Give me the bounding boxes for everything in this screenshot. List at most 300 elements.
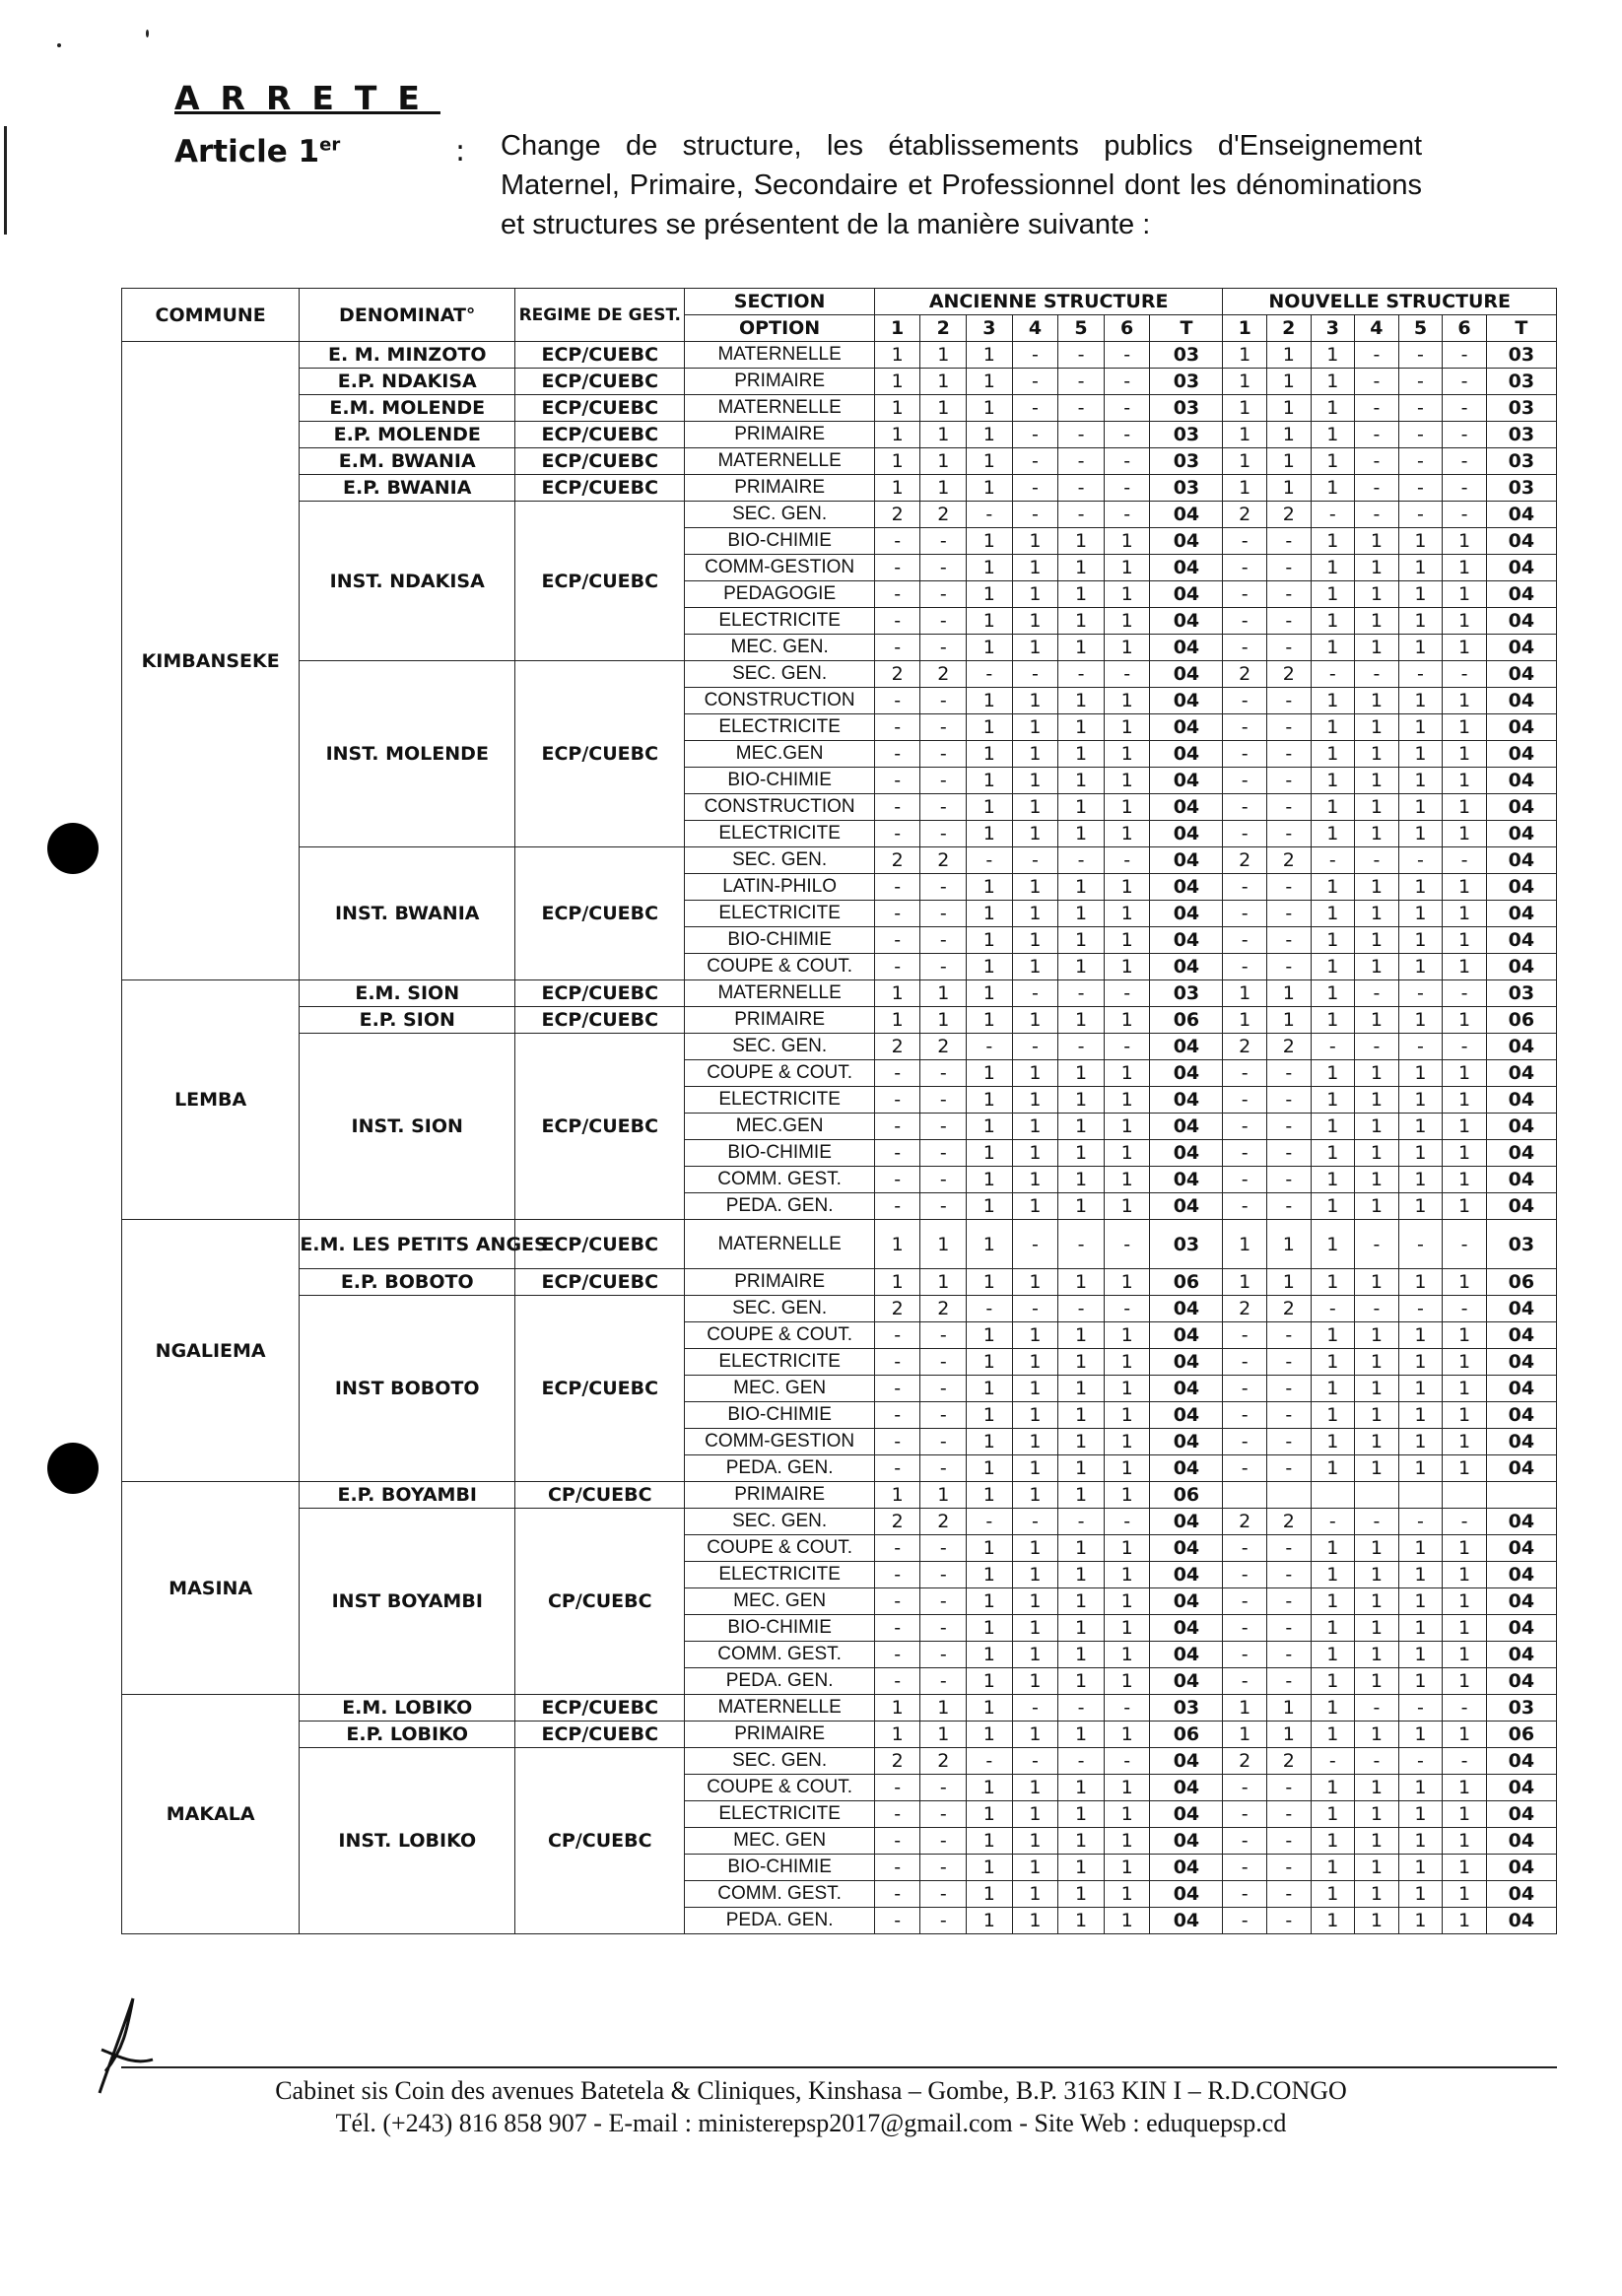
ancienne-year-cell: 1 [1104,1349,1150,1376]
option-cell: PRIMAIRE [685,475,874,502]
regime-cell: ECP/CUEBC [515,661,685,847]
ancienne-year-cell: 1 [1104,1722,1150,1748]
nouvelle-year-cell: - [1223,1402,1267,1429]
ancienne-year-header: 3 [967,315,1013,342]
nouvelle-total-cell: 03 [1486,475,1556,502]
nouvelle-year-cell: 1 [1311,1140,1355,1167]
ancienne-total-cell: 04 [1150,768,1223,794]
nouvelle-year-cell: - [1223,1801,1267,1828]
nouvelle-year-cell: 1 [1311,901,1355,927]
nouvelle-year-cell: 1 [1267,1695,1312,1722]
ancienne-year-cell: 1 [1104,741,1150,768]
nouvelle-year-cell: - [1443,342,1487,369]
ancienne-total-cell: 04 [1150,1562,1223,1588]
nouvelle-year-cell: - [1223,688,1267,714]
commune-cell: MASINA [122,1482,300,1695]
nouvelle-year-cell: - [1223,1881,1267,1908]
nouvelle-year-cell: 1 [1311,1087,1355,1114]
nouvelle-year-cell: 1 [1443,901,1487,927]
ancienne-year-cell: 1 [1058,1482,1105,1509]
ancienne-year-cell: - [1104,1695,1150,1722]
nouvelle-year-cell: 1 [1311,1562,1355,1588]
ancienne-year-cell: - [874,1855,920,1881]
option-cell: BIO-CHIMIE [685,528,874,555]
nouvelle-year-cell: - [1398,369,1443,395]
nouvelle-year-cell: 1 [1398,688,1443,714]
ancienne-year-cell: 1 [1012,1376,1058,1402]
ancienne-year-cell: - [920,1615,967,1642]
nouvelle-total-cell: 06 [1486,1007,1556,1034]
table-row [122,502,1557,528]
ancienne-total-cell: 04 [1150,1296,1223,1322]
nouvelle-year-cell: - [1311,1748,1355,1775]
ancienne-year-cell: - [874,1349,920,1376]
nouvelle-total-cell: 04 [1486,635,1556,661]
nouvelle-total-cell: 04 [1486,741,1556,768]
nouvelle-year-cell: 1 [1355,1668,1399,1695]
nouvelle-year-cell: 1 [1398,1193,1443,1220]
ancienne-year-cell: 1 [1104,1855,1150,1881]
nouvelle-year-cell: - [1223,1828,1267,1855]
ancienne-year-cell: 1 [967,528,1013,555]
nouvelle-year-cell: 1 [1311,1828,1355,1855]
ancienne-year-cell: 1 [1104,1615,1150,1642]
ancienne-year-cell: - [1012,448,1058,475]
nouvelle-year-cell: 1 [1355,1642,1399,1668]
ancienne-year-cell: - [920,635,967,661]
option-cell: COMM-GESTION [685,1429,874,1455]
ancienne-year-cell: 2 [874,502,920,528]
nouvelle-year-cell: - [1223,1535,1267,1562]
nouvelle-year-cell: - [1267,1376,1312,1402]
ancienne-year-cell: 1 [1104,927,1150,954]
regime-cell: ECP/CUEBC [515,342,685,369]
ancienne-year-cell: - [1104,1220,1150,1269]
ancienne-total-cell: 04 [1150,1775,1223,1801]
ancienne-year-cell: 1 [1012,1193,1058,1220]
ancienne-year-cell: 1 [920,980,967,1007]
ancienne-year-cell: 1 [967,1087,1013,1114]
nouvelle-year-cell: 1 [1267,1269,1312,1296]
ancienne-total-cell: 04 [1150,741,1223,768]
ancienne-year-cell: - [874,1801,920,1828]
ancienne-year-cell: 2 [920,502,967,528]
ancienne-year-cell: - [1012,1296,1058,1322]
nouvelle-year-cell: - [1398,1509,1443,1535]
ancienne-year-cell: 1 [1012,1775,1058,1801]
nouvelle-year-cell: 1 [1443,1562,1487,1588]
option-cell: PRIMAIRE [685,1269,874,1296]
nouvelle-year-cell: 1 [1398,1855,1443,1881]
nouvelle-year-cell: 1 [1443,1349,1487,1376]
nouvelle-year-cell: 1 [1223,1220,1267,1269]
ancienne-total-cell: 04 [1150,821,1223,847]
nouvelle-year-cell: 1 [1443,1855,1487,1881]
nouvelle-total-cell: 04 [1486,688,1556,714]
ancienne-year-cell: - [874,1828,920,1855]
nouvelle-year-cell: 1 [1311,1855,1355,1881]
ancienne-year-cell: 1 [1104,901,1150,927]
ancienne-year-header: 1 [874,315,920,342]
ancienne-year-cell: 1 [1012,714,1058,741]
nouvelle-year-cell: 1 [1398,1060,1443,1087]
ancienne-year-cell: 1 [967,980,1013,1007]
denomination-cell: E.M. SION [300,980,515,1007]
ancienne-year-cell: - [1012,502,1058,528]
ancienne-year-cell: 1 [1104,1429,1150,1455]
ancienne-total-cell: 03 [1150,369,1223,395]
option-cell: ELECTRICITE [685,821,874,847]
denomination-cell: INST. SION [300,1034,515,1220]
ancienne-year-cell: 1 [1104,1801,1150,1828]
ancienne-total-cell: 04 [1150,1642,1223,1668]
ancienne-year-cell: 1 [1058,1167,1105,1193]
nouvelle-year-cell: 1 [1398,901,1443,927]
nouvelle-total-cell: 03 [1486,1220,1556,1269]
table-row [122,1482,1557,1509]
ancienne-year-cell: - [874,1908,920,1934]
ancienne-year-cell: - [874,581,920,608]
nouvelle-year-cell: 1 [1398,1455,1443,1482]
nouvelle-year-cell: 1 [1443,794,1487,821]
nouvelle-year-cell: - [1398,422,1443,448]
nouvelle-year-cell [1311,1482,1355,1509]
ancienne-year-cell: - [920,821,967,847]
ancienne-year-cell: 1 [967,475,1013,502]
nouvelle-year-cell: 1 [1267,1007,1312,1034]
nouvelle-year-cell: - [1398,1695,1443,1722]
nouvelle-year-cell: 1 [1443,1801,1487,1828]
nouvelle-year-cell: 1 [1443,1429,1487,1455]
nouvelle-year-cell: - [1398,1220,1443,1269]
nouvelle-year-cell: 1 [1398,714,1443,741]
nouvelle-year-cell: 1 [1355,741,1399,768]
nouvelle-year-cell: 1 [1398,1615,1443,1642]
ancienne-year-cell: 1 [1104,1193,1150,1220]
nouvelle-total-cell: 04 [1486,927,1556,954]
ancienne-year-cell: 1 [920,395,967,422]
nouvelle-total-cell: 03 [1486,342,1556,369]
nouvelle-year-cell: - [1223,528,1267,555]
ancienne-year-cell: 1 [1058,901,1105,927]
ancienne-year-cell: - [874,741,920,768]
nouvelle-year-cell: 1 [1355,1322,1399,1349]
nouvelle-year-cell: 2 [1223,847,1267,874]
ancienne-year-cell: 1 [1058,688,1105,714]
ancienne-year-cell: 1 [1058,1429,1105,1455]
ancienne-year-cell: 2 [920,661,967,688]
ancienne-year-cell: 1 [967,1908,1013,1934]
ancienne-year-cell: - [920,1881,967,1908]
ancienne-year-cell: 1 [967,714,1013,741]
ancienne-year-cell: - [1058,847,1105,874]
ancienne-year-cell: - [1104,980,1150,1007]
denomination-cell: E.P. BWANIA [300,475,515,502]
ancienne-year-cell: 1 [1104,1588,1150,1615]
nouvelle-year-cell: 1 [1355,821,1399,847]
ancienne-year-cell: 1 [920,422,967,448]
ancienne-year-cell: - [874,1668,920,1695]
ancienne-year-cell: - [874,954,920,980]
nouvelle-year-cell: - [1267,1615,1312,1642]
nouvelle-year-cell: - [1267,794,1312,821]
ancienne-year-cell: 1 [967,1269,1013,1296]
ancienne-year-cell: - [920,1060,967,1087]
ancienne-year-cell: - [920,581,967,608]
ancienne-year-cell: 1 [967,688,1013,714]
ancienne-year-cell: 1 [1104,1376,1150,1402]
regime-cell: ECP/CUEBC [515,980,685,1007]
option-cell: SEC. GEN. [685,1034,874,1060]
nouvelle-year-cell: 1 [1311,954,1355,980]
ancienne-year-cell: 2 [874,1296,920,1322]
nouvelle-year-cell: 1 [1355,1722,1399,1748]
ancienne-year-cell: 1 [1058,1535,1105,1562]
ancienne-year-cell: - [920,528,967,555]
nouvelle-total-cell: 04 [1486,1140,1556,1167]
regime-cell: CP/CUEBC [515,1748,685,1934]
nouvelle-year-cell: - [1443,1034,1487,1060]
ancienne-year-cell: 1 [1104,768,1150,794]
ancienne-year-cell: 1 [1058,794,1105,821]
nouvelle-total-cell: 04 [1486,1296,1556,1322]
nouvelle-year-cell: - [1223,821,1267,847]
nouvelle-year-cell: - [1355,1695,1399,1722]
ancienne-year-cell: 2 [874,1509,920,1535]
nouvelle-year-cell: 1 [1443,874,1487,901]
ancienne-year-cell: - [920,688,967,714]
nouvelle-year-cell: 2 [1267,1509,1312,1535]
ancienne-year-cell: - [874,1642,920,1668]
nouvelle-year-cell: 1 [1311,1615,1355,1642]
regime-cell: ECP/CUEBC [515,1007,685,1034]
ancienne-total-cell: 04 [1150,1322,1223,1349]
ancienne-year-cell: - [874,688,920,714]
ancienne-year-cell: 1 [967,342,1013,369]
punch-hole [47,1443,99,1494]
nouvelle-year-cell: 1 [1311,1535,1355,1562]
ancienne-year-cell: 1 [1058,1269,1105,1296]
nouvelle-year-cell: 1 [1311,1801,1355,1828]
ancienne-year-cell: 1 [1104,1322,1150,1349]
option-cell: BIO-CHIMIE [685,1615,874,1642]
ancienne-year-cell: - [1012,1509,1058,1535]
nouvelle-year-cell: - [1267,927,1312,954]
nouvelle-year-cell: 1 [1355,1455,1399,1482]
ancienne-total-cell: 03 [1150,1220,1223,1269]
nouvelle-year-cell: 1 [1223,1722,1267,1748]
nouvelle-year-cell: - [1267,1087,1312,1114]
nouvelle-year-cell: - [1267,1429,1312,1455]
ancienne-year-cell: 1 [1104,1668,1150,1695]
regime-cell: CP/CUEBC [515,1482,685,1509]
option-cell: PEDA. GEN. [685,1193,874,1220]
ancienne-year-cell: 1 [1058,608,1105,635]
ancienne-total-cell: 04 [1150,635,1223,661]
ancienne-year-cell: - [874,1429,920,1455]
ancienne-year-cell: - [1058,1509,1105,1535]
regime-cell: ECP/CUEBC [515,369,685,395]
ancienne-total-cell: 04 [1150,1615,1223,1642]
option-cell: MEC. GEN [685,1588,874,1615]
ancienne-year-cell: 1 [1012,1140,1058,1167]
nouvelle-year-cell: 1 [1443,1193,1487,1220]
ancienne-year-cell: 1 [874,395,920,422]
ancienne-year-cell: - [1012,422,1058,448]
ancienne-year-cell: 1 [1104,1060,1150,1087]
nouvelle-year-cell: 1 [1223,475,1267,502]
ancienne-year-cell: 1 [1058,1322,1105,1349]
ancienne-total-cell: 06 [1150,1722,1223,1748]
table-row [122,1034,1557,1060]
nouvelle-year-cell: - [1398,395,1443,422]
nouvelle-total-cell: 04 [1486,1588,1556,1615]
nouvelle-year-cell: 1 [1443,1167,1487,1193]
ancienne-year-cell: - [920,741,967,768]
nouvelle-year-cell: 2 [1267,1034,1312,1060]
ancienne-year-cell: - [920,901,967,927]
ancienne-year-cell: - [1104,369,1150,395]
table-row [122,395,1557,422]
nouvelle-total-cell: 04 [1486,1455,1556,1482]
nouvelle-year-cell: 1 [1443,768,1487,794]
ancienne-year-cell: - [920,1588,967,1615]
nouvelle-year-cell: - [1355,1220,1399,1269]
nouvelle-year-cell: - [1267,1828,1312,1855]
ancienne-year-cell: - [920,1775,967,1801]
nouvelle-year-cell: - [1223,555,1267,581]
nouvelle-year-cell: 1 [1443,1535,1487,1562]
article-superscript: er [319,134,341,156]
nouvelle-year-cell: 1 [1398,1269,1443,1296]
nouvelle-year-cell: 1 [1311,741,1355,768]
nouvelle-year-cell: 1 [1398,555,1443,581]
ancienne-year-cell: - [1058,980,1105,1007]
ancienne-year-cell: 1 [920,1722,967,1748]
regime-cell: ECP/CUEBC [515,847,685,980]
nouvelle-year-cell: 1 [1223,422,1267,448]
nouvelle-total-cell: 04 [1486,874,1556,901]
header-option: OPTION [685,315,874,342]
nouvelle-year-cell: 1 [1398,1588,1443,1615]
nouvelle-year-cell: - [1223,1114,1267,1140]
nouvelle-year-cell: 1 [1267,1722,1312,1748]
ancienne-total-cell: 04 [1150,794,1223,821]
ancienne-year-cell: 1 [874,422,920,448]
ancienne-year-cell: 1 [1012,1881,1058,1908]
ancienne-year-cell: 1 [1104,1140,1150,1167]
option-cell: COUPE & COUT. [685,1535,874,1562]
nouvelle-total-cell: 04 [1486,954,1556,980]
nouvelle-year-cell: 1 [1398,1722,1443,1748]
ancienne-year-cell: - [1058,369,1105,395]
ancienne-year-cell: 1 [967,1775,1013,1801]
regime-cell: ECP/CUEBC [515,422,685,448]
nouvelle-year-cell: 1 [1398,1376,1443,1402]
ancienne-total-cell: 04 [1150,1855,1223,1881]
nouvelle-year-cell: - [1398,448,1443,475]
ancienne-total-cell: 04 [1150,1588,1223,1615]
nouvelle-total-cell: 04 [1486,555,1556,581]
ancienne-year-cell: - [1104,1509,1150,1535]
commune-cell: KIMBANSEKE [122,342,300,980]
nouvelle-year-cell: - [1223,874,1267,901]
ancienne-year-cell: - [967,502,1013,528]
nouvelle-year-cell: 1 [1398,635,1443,661]
nouvelle-year-cell: 2 [1223,661,1267,688]
nouvelle-year-cell: 1 [1398,608,1443,635]
ancienne-year-cell: 1 [1012,1349,1058,1376]
nouvelle-year-cell: 1 [1311,1269,1355,1296]
ancienne-total-cell: 04 [1150,1509,1223,1535]
ancienne-year-cell: 1 [1012,1060,1058,1087]
table-row [122,1722,1557,1748]
ancienne-year-cell: - [874,927,920,954]
ancienne-year-cell: - [1058,1695,1105,1722]
nouvelle-total-cell: 04 [1486,1908,1556,1934]
ancienne-year-cell: - [920,1167,967,1193]
option-cell: SEC. GEN. [685,1296,874,1322]
ancienne-year-cell: 1 [1104,1087,1150,1114]
option-cell: BIO-CHIMIE [685,768,874,794]
nouvelle-year-cell: 1 [1311,1642,1355,1668]
ancienne-year-cell: 1 [1104,714,1150,741]
ancienne-year-cell: 1 [967,1376,1013,1402]
nouvelle-year-cell: - [1355,980,1399,1007]
ancienne-year-cell: 1 [1058,1775,1105,1801]
ancienne-year-cell: - [920,555,967,581]
nouvelle-total-cell: 04 [1486,1322,1556,1349]
nouvelle-year-cell: 1 [1311,1114,1355,1140]
nouvelle-total-cell: 04 [1486,901,1556,927]
nouvelle-year-cell: 1 [1267,395,1312,422]
nouvelle-year-cell: 2 [1267,1296,1312,1322]
nouvelle-year-cell: - [1267,555,1312,581]
nouvelle-year-cell: 1 [1311,555,1355,581]
option-cell: COUPE & COUT. [685,1060,874,1087]
nouvelle-total-cell: 04 [1486,1535,1556,1562]
nouvelle-year-cell: - [1267,1322,1312,1349]
ancienne-year-cell: - [1058,395,1105,422]
nouvelle-year-cell: 1 [1443,528,1487,555]
ancienne-year-cell: 2 [920,847,967,874]
ancienne-year-cell: - [874,1140,920,1167]
nouvelle-year-cell: 1 [1398,1562,1443,1588]
ancienne-year-cell: 1 [920,1269,967,1296]
ancienne-year-cell: - [1104,395,1150,422]
option-cell: COMM. GEST. [685,1642,874,1668]
ancienne-year-cell: 1 [1058,1060,1105,1087]
nouvelle-year-cell: - [1355,395,1399,422]
ancienne-year-cell: - [874,1615,920,1642]
ancienne-total-cell: 04 [1150,901,1223,927]
nouvelle-year-cell: 1 [1223,1007,1267,1034]
nouvelle-year-header: 6 [1443,315,1487,342]
ancienne-year-cell: - [1058,661,1105,688]
ancienne-year-cell: - [920,1087,967,1114]
header-regime: REGIME DE GEST. [515,289,685,342]
footer-rule [121,2066,1557,2068]
nouvelle-year-cell: 1 [1355,1801,1399,1828]
ancienne-year-cell: 1 [1104,1535,1150,1562]
commune-cell: NGALIEMA [122,1220,300,1482]
nouvelle-year-cell: 1 [1443,1775,1487,1801]
footer-address: Cabinet sis Coin des avenues Batetela & Cliniques, Kinshasa – Gombe, B.P. 3163 KIN I – R.D.CONGO [275,2076,1347,2105]
ancienne-year-cell: 1 [1058,1087,1105,1114]
ancienne-year-cell: 1 [920,369,967,395]
nouvelle-year-cell: 1 [1355,927,1399,954]
nouvelle-year-cell: 2 [1267,502,1312,528]
